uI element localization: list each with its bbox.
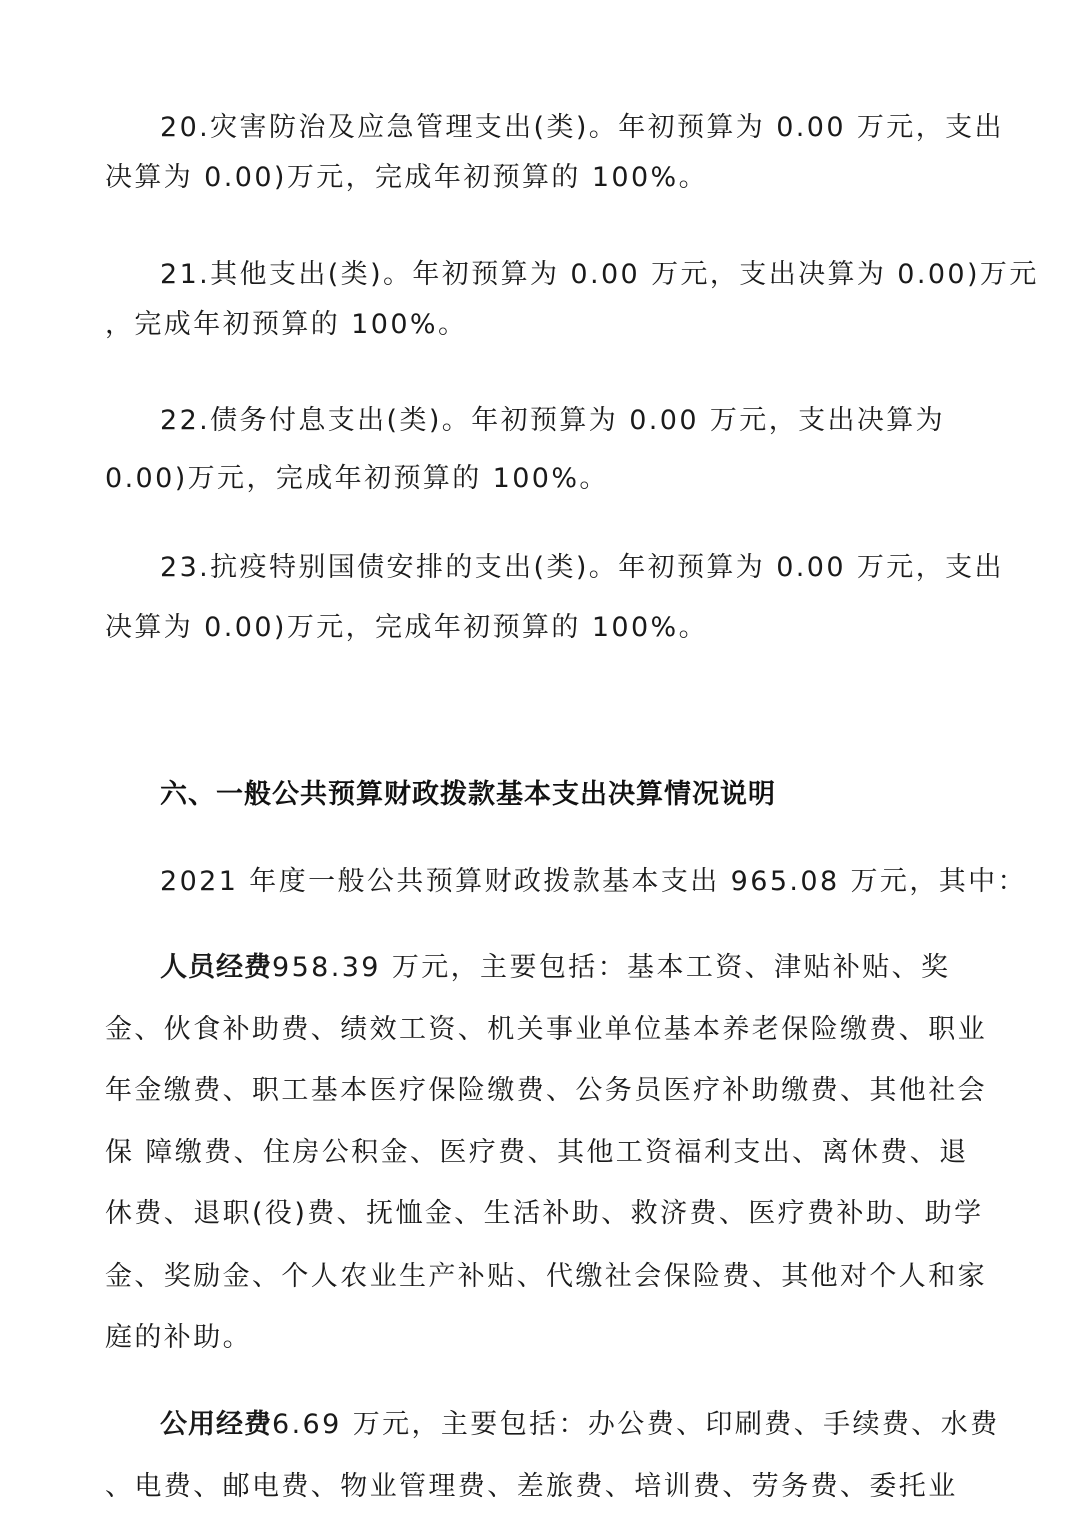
- paragraph-line: 庭的补助。: [105, 1322, 252, 1353]
- public-expense-text: 6.69 万元，主要包括：办公费、印刷费、手续费、水费: [272, 1409, 1000, 1440]
- paragraph-line: 年金缴费、职工基本医疗保险缴费、公务员医疗补助缴费、其他社会: [105, 1075, 987, 1106]
- section-heading: 六、一般公共预算财政拨款基本支出决算情况说明: [160, 779, 776, 810]
- paragraph-line: 休费、退职(役)费、抚恤金、生活补助、救济费、医疗费补助、助学: [105, 1198, 984, 1229]
- paragraph-line: 21.其他支出(类)。年初预算为 0.00 万元，支出决算为 0.00)万元: [160, 259, 1039, 290]
- paragraph-line: 0.00)万元，完成年初预算的 100%。: [105, 463, 609, 494]
- paragraph-line: 决算为 0.00)万元，完成年初预算的 100%。: [105, 612, 709, 643]
- paragraph-line: 金、奖励金、个人农业生产补贴、代缴社会保险费、其他对个人和家: [105, 1261, 987, 1292]
- paragraph-line: 20.灾害防治及应急管理支出(类)。年初预算为 0.00 万元，支出: [160, 112, 1004, 143]
- paragraph-line: 22.债务付息支出(类)。年初预算为 0.00 万元，支出决算为: [160, 405, 946, 436]
- paragraph-line: [160, 950, 950, 986]
- personnel-expense-label: 人员经费: [160, 952, 272, 983]
- paragraph-line: 保 障缴费、住房公积金、医疗费、其他工资福利支出、离休费、退: [105, 1137, 969, 1168]
- public-expense-label: 公用经费: [160, 1409, 272, 1440]
- paragraph-line: 23.抗疫特别国债安排的支出(类)。年初预算为 0.00 万元，支出: [160, 552, 1004, 583]
- section-intro: 2021 年度一般公共预算财政拨款基本支出 965.08 万元，其中：: [160, 866, 1027, 897]
- paragraph-line: [160, 1407, 1000, 1443]
- paragraph-line: 金、伙食补助费、绩效工资、机关事业单位基本养老保险缴费、职业: [105, 1014, 987, 1045]
- paragraph-line: 决算为 0.00)万元，完成年初预算的 100%。: [105, 162, 709, 193]
- paragraph-line: ，完成年初预算的 100%。: [105, 309, 468, 340]
- paragraph-line: 、电费、邮电费、物业管理费、差旅费、培训费、劳务费、委托业: [105, 1471, 958, 1502]
- personnel-expense-text: 958.39 万元，主要包括：基本工资、津贴补贴、奖: [272, 952, 951, 983]
